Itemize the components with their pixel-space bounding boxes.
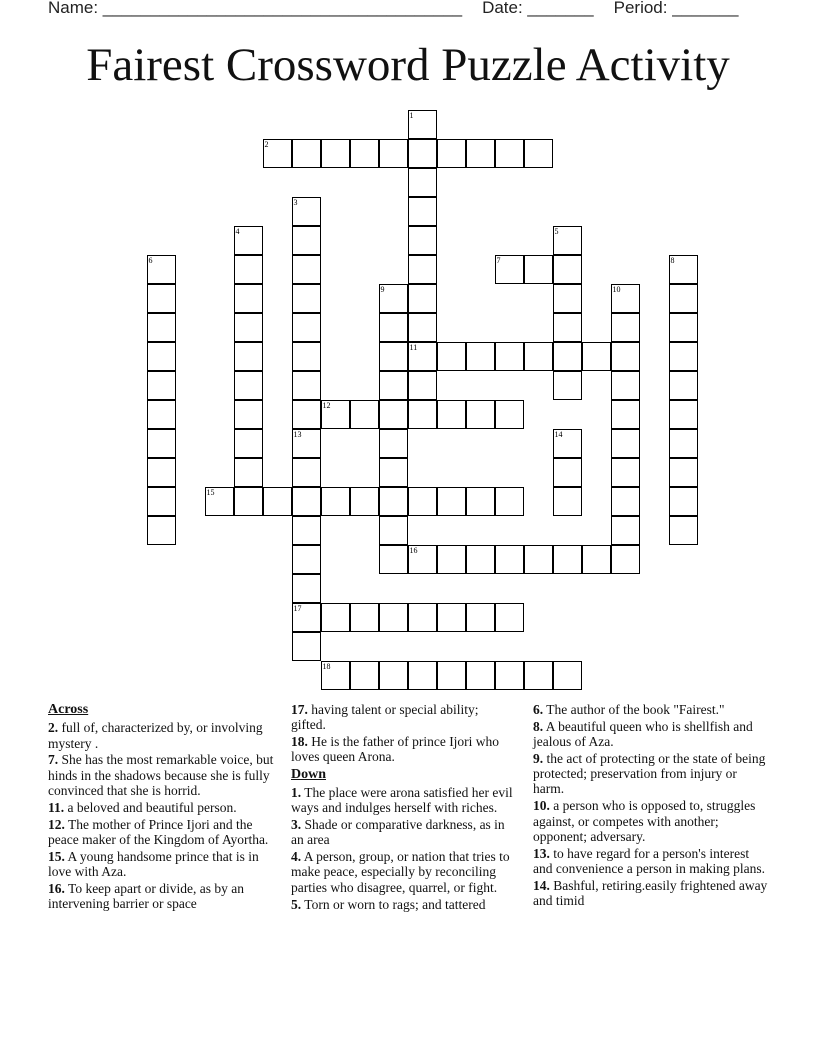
clue-number-label: 6.: [533, 702, 544, 717]
crossword-cell[interactable]: [669, 429, 698, 458]
crossword-cell[interactable]: [147, 458, 176, 487]
crossword-cell[interactable]: [669, 371, 698, 400]
crossword-cell[interactable]: [234, 400, 263, 429]
clue-text: The author of the book "Fairest.": [546, 702, 725, 717]
crossword-cell[interactable]: [553, 661, 582, 690]
clue-text: A person, group, or nation that tries to make peace, especially by reconciling parties who disagree, quarrel, or fight.: [291, 849, 510, 895]
clue-number: 3: [293, 198, 298, 207]
crossword-cell[interactable]: [466, 487, 495, 516]
date-field[interactable]: Date: _______: [482, 0, 594, 17]
clue-number-label: 10.: [533, 798, 550, 814]
crossword-cell[interactable]: [553, 226, 582, 255]
clue-item: [291, 849, 516, 895]
crossword-cell[interactable]: [292, 342, 321, 371]
clue-item: [291, 734, 516, 765]
clue-text: the act of protecting or the state of being protected; preservation from injury or harm.: [533, 750, 766, 797]
crossword-cell[interactable]: [611, 516, 640, 545]
crossword-cell[interactable]: [408, 313, 437, 342]
crossword-cell[interactable]: [669, 255, 698, 284]
crossword-cell[interactable]: [147, 400, 176, 429]
clue-number: 9: [380, 285, 385, 294]
crossword-cell[interactable]: [350, 603, 379, 632]
crossword-cell[interactable]: [495, 661, 524, 690]
crossword-cell[interactable]: [292, 516, 321, 545]
crossword-cell[interactable]: [379, 342, 408, 371]
crossword-cell[interactable]: [466, 545, 495, 574]
crossword-cell[interactable]: [234, 458, 263, 487]
clue-number: 12: [322, 401, 331, 410]
crossword-cell[interactable]: [321, 139, 350, 168]
crossword-cell[interactable]: [234, 429, 263, 458]
clue-number-label: 1.: [291, 784, 302, 800]
crossword-cell[interactable]: [379, 400, 408, 429]
clue-number-label: 8.: [533, 718, 544, 734]
crossword-cell[interactable]: [524, 139, 553, 168]
crossword-cell[interactable]: [379, 603, 408, 632]
clue-item: [533, 846, 768, 877]
crossword-cell[interactable]: [292, 545, 321, 574]
clue-number-label: 16.: [48, 880, 65, 896]
crossword-cell[interactable]: [611, 284, 640, 313]
crossword-cell[interactable]: [292, 400, 321, 429]
crossword-cell[interactable]: [379, 458, 408, 487]
crossword-cell[interactable]: [350, 400, 379, 429]
crossword-cell[interactable]: [611, 400, 640, 429]
clue-number-label: 9.: [533, 750, 544, 766]
crossword-cell[interactable]: [408, 255, 437, 284]
clue-text: A young handsome prince that is in love with Aza.: [48, 848, 259, 879]
clue-number: 10: [612, 285, 621, 294]
clue-number-label: 2.: [48, 720, 59, 736]
crossword-cell[interactable]: [292, 574, 321, 603]
clue-item: [533, 798, 768, 844]
crossword-cell[interactable]: [147, 516, 176, 545]
crossword-cell[interactable]: [234, 313, 263, 342]
crossword-cell[interactable]: [408, 400, 437, 429]
clue-column-3: [533, 702, 768, 910]
header-fields: [48, 0, 738, 20]
crossword-cell[interactable]: [437, 139, 466, 168]
clue-text: To keep apart or divide, as by an intervening barrier or space: [48, 880, 245, 912]
clue-item: [291, 817, 516, 848]
clue-number: 1: [409, 111, 414, 120]
crossword-cell[interactable]: [437, 603, 466, 632]
crossword-cell[interactable]: [437, 545, 466, 574]
crossword-cell[interactable]: [292, 632, 321, 661]
clue-number: 14: [554, 430, 563, 439]
crossword-cell[interactable]: [437, 342, 466, 371]
crossword-cell[interactable]: [147, 313, 176, 342]
clue-item: [533, 719, 768, 750]
clue-number-label: 4.: [291, 849, 302, 865]
crossword-cell[interactable]: [408, 197, 437, 226]
clue-item: [48, 800, 276, 815]
crossword-cell[interactable]: [292, 487, 321, 516]
clue-item: [48, 849, 276, 880]
crossword-cell[interactable]: [379, 516, 408, 545]
clue-item: [48, 752, 276, 798]
clue-column-1: [48, 702, 276, 913]
clue-number: 6: [148, 256, 153, 265]
clue-item: [48, 881, 276, 912]
crossword-cell[interactable]: [379, 429, 408, 458]
clue-number-label: 15.: [48, 848, 65, 864]
crossword-cell[interactable]: [669, 313, 698, 342]
crossword-cell[interactable]: [147, 487, 176, 516]
crossword-cell[interactable]: [234, 226, 263, 255]
crossword-cell[interactable]: [408, 342, 437, 371]
clue-number-label: 14.: [533, 877, 550, 893]
crossword-cell[interactable]: [147, 371, 176, 400]
crossword-cell[interactable]: [408, 603, 437, 632]
crossword-cell[interactable]: [524, 661, 553, 690]
crossword-cell[interactable]: [524, 255, 553, 284]
crossword-cell[interactable]: [292, 313, 321, 342]
crossword-cell[interactable]: [408, 226, 437, 255]
crossword-cell[interactable]: [466, 400, 495, 429]
crossword-cell[interactable]: [292, 226, 321, 255]
crossword-cell[interactable]: [408, 168, 437, 197]
crossword-cell[interactable]: [437, 400, 466, 429]
crossword-cell[interactable]: [553, 429, 582, 458]
page-title: Fairest Crossword Puzzle Activity: [86, 39, 730, 91]
crossword-cell[interactable]: [553, 371, 582, 400]
clue-number-label: 13.: [533, 845, 550, 861]
crossword-cell[interactable]: [234, 255, 263, 284]
clue-item: [291, 897, 516, 912]
period-field[interactable]: Period: _______: [613, 0, 739, 17]
crossword-cell[interactable]: [553, 342, 582, 371]
crossword-cell[interactable]: [292, 284, 321, 313]
crossword-cell[interactable]: [321, 603, 350, 632]
clue-number-label: 5.: [291, 896, 302, 912]
crossword-cell[interactable]: [263, 487, 292, 516]
clue-text: He is the father of prince Ijori who loves queen Arona.: [291, 734, 500, 765]
clue-number: 18: [322, 662, 331, 671]
clue-number: 5: [554, 227, 559, 236]
crossword-cell[interactable]: [611, 545, 640, 574]
clue-text: She has the most remarkable voice, but hinds in the shadows because she is fully convinced that she is horrid.: [48, 752, 274, 798]
crossword-cell[interactable]: [292, 458, 321, 487]
clue-text: a beloved and beautiful person.: [67, 799, 237, 815]
clue-text: to have regard for a person's interest and convenience a person in making plans.: [533, 845, 766, 876]
crossword-cell[interactable]: [495, 139, 524, 168]
crossword-cell[interactable]: [669, 342, 698, 371]
crossword-cell[interactable]: [611, 487, 640, 516]
crossword-cell[interactable]: [495, 487, 524, 516]
crossword-cell[interactable]: [495, 603, 524, 632]
crossword-cell[interactable]: [495, 255, 524, 284]
crossword-cell[interactable]: [147, 284, 176, 313]
clue-number: 17: [293, 604, 302, 613]
crossword-cell[interactable]: [408, 487, 437, 516]
down-heading: Down: [291, 766, 327, 782]
crossword-cell[interactable]: [408, 284, 437, 313]
crossword-cell[interactable]: [495, 545, 524, 574]
crossword-cell[interactable]: [379, 313, 408, 342]
clue-text: Torn or worn to rags; and tattered: [304, 896, 486, 912]
crossword-cell[interactable]: [437, 487, 466, 516]
clue-number-label: 3.: [291, 817, 302, 833]
crossword-cell[interactable]: [292, 139, 321, 168]
crossword-cell[interactable]: [553, 313, 582, 342]
clue-text: The place were arona satisfied her evil ways and indulges herself with riches.: [291, 784, 513, 816]
clue-item: [533, 878, 768, 909]
clue-number-label: 11.: [48, 799, 65, 815]
crossword-cell[interactable]: [466, 661, 495, 690]
clue-item: [291, 702, 516, 733]
crossword-cell[interactable]: [234, 487, 263, 516]
crossword-cell[interactable]: [321, 487, 350, 516]
crossword-cell[interactable]: [263, 139, 292, 168]
clue-number: 7: [496, 256, 501, 265]
clue-item: [533, 702, 768, 717]
crossword-cell[interactable]: [292, 371, 321, 400]
crossword-cell[interactable]: [669, 400, 698, 429]
clue-text: full of, characterized by, or involving mystery .: [48, 720, 263, 751]
clue-item: [48, 817, 276, 848]
clue-text: a person who is opposed to, struggles against, or competes with another; opponent; adversary.: [533, 798, 756, 844]
clue-text: A beautiful queen who is shellfish and jealous of Aza.: [533, 718, 753, 750]
crossword-cell[interactable]: [234, 284, 263, 313]
clue-number: 11: [409, 343, 418, 352]
crossword-cell[interactable]: [205, 487, 234, 516]
crossword-cell[interactable]: [408, 661, 437, 690]
crossword-cell[interactable]: [321, 661, 350, 690]
crossword-cell[interactable]: [466, 342, 495, 371]
name-field[interactable]: Name: ______________________________________: [48, 0, 463, 17]
crossword-cell[interactable]: [379, 545, 408, 574]
crossword-cell[interactable]: [379, 139, 408, 168]
crossword-cell[interactable]: [553, 458, 582, 487]
clue-number-label: 7.: [48, 752, 59, 768]
clue-number: 13: [293, 430, 302, 439]
crossword-cell[interactable]: [524, 342, 553, 371]
clue-item: [291, 785, 516, 816]
crossword-cell[interactable]: [611, 342, 640, 371]
crossword-cell[interactable]: [292, 429, 321, 458]
crossword-cell[interactable]: [234, 342, 263, 371]
crossword-cell[interactable]: [611, 458, 640, 487]
crossword-cell[interactable]: [147, 255, 176, 284]
crossword-cell[interactable]: [350, 139, 379, 168]
clue-column-2: [291, 702, 516, 913]
crossword-cell[interactable]: [466, 603, 495, 632]
crossword-cell[interactable]: [582, 545, 611, 574]
crossword-cell[interactable]: [379, 284, 408, 313]
crossword-cell[interactable]: [553, 255, 582, 284]
crossword-cell[interactable]: [292, 603, 321, 632]
crossword-cell[interactable]: [553, 545, 582, 574]
crossword-cell[interactable]: [495, 342, 524, 371]
crossword-cell[interactable]: [611, 313, 640, 342]
crossword-cell[interactable]: [292, 197, 321, 226]
crossword-cell[interactable]: [553, 284, 582, 313]
clue-number: 16: [409, 546, 418, 555]
crossword-cell[interactable]: [669, 487, 698, 516]
crossword-cell[interactable]: [321, 400, 350, 429]
clue-number-label: 12.: [48, 816, 65, 832]
crossword-cell[interactable]: [553, 487, 582, 516]
crossword-cell[interactable]: [379, 661, 408, 690]
clue-text: The mother of Prince Ijori and the peace maker of the Kingdom of Ayortha.: [48, 816, 269, 847]
crossword-cell[interactable]: [408, 110, 437, 139]
crossword-cell[interactable]: [611, 429, 640, 458]
crossword-cell[interactable]: [408, 545, 437, 574]
crossword-cell[interactable]: [669, 458, 698, 487]
crossword-cell[interactable]: [147, 429, 176, 458]
clue-text: Shade or comparative darkness, as in an area: [291, 817, 505, 848]
crossword-cell[interactable]: [437, 661, 466, 690]
clue-item: [48, 720, 276, 751]
clue-number: 15: [206, 488, 215, 497]
crossword-cell[interactable]: [408, 139, 437, 168]
clue-text: Bashful, retiring.easily frightened away and timid: [533, 877, 768, 909]
crossword-cell[interactable]: [350, 487, 379, 516]
crossword-cell[interactable]: [379, 371, 408, 400]
crossword-cell[interactable]: [234, 371, 263, 400]
crossword-cell[interactable]: [524, 545, 553, 574]
clue-number-label: 18.: [291, 734, 308, 750]
crossword-cell[interactable]: [669, 516, 698, 545]
crossword-cell[interactable]: [495, 400, 524, 429]
across-heading: Across: [48, 702, 89, 717]
clue-number: 4: [235, 227, 240, 236]
clue-number: 2: [264, 140, 269, 149]
crossword-cell[interactable]: [611, 371, 640, 400]
clue-item: [533, 751, 768, 797]
crossword-cell[interactable]: [292, 255, 321, 284]
clue-number-label: 17.: [291, 702, 308, 717]
clue-number: 8: [670, 256, 675, 265]
crossword-cell[interactable]: [147, 342, 176, 371]
crossword-cell[interactable]: [582, 342, 611, 371]
crossword-cell[interactable]: [466, 139, 495, 168]
crossword-cell[interactable]: [379, 487, 408, 516]
crossword-cell[interactable]: [669, 284, 698, 313]
crossword-cell[interactable]: [408, 371, 437, 400]
crossword-cell[interactable]: [350, 661, 379, 690]
clue-text: having talent or special ability; gifted.: [291, 702, 479, 733]
